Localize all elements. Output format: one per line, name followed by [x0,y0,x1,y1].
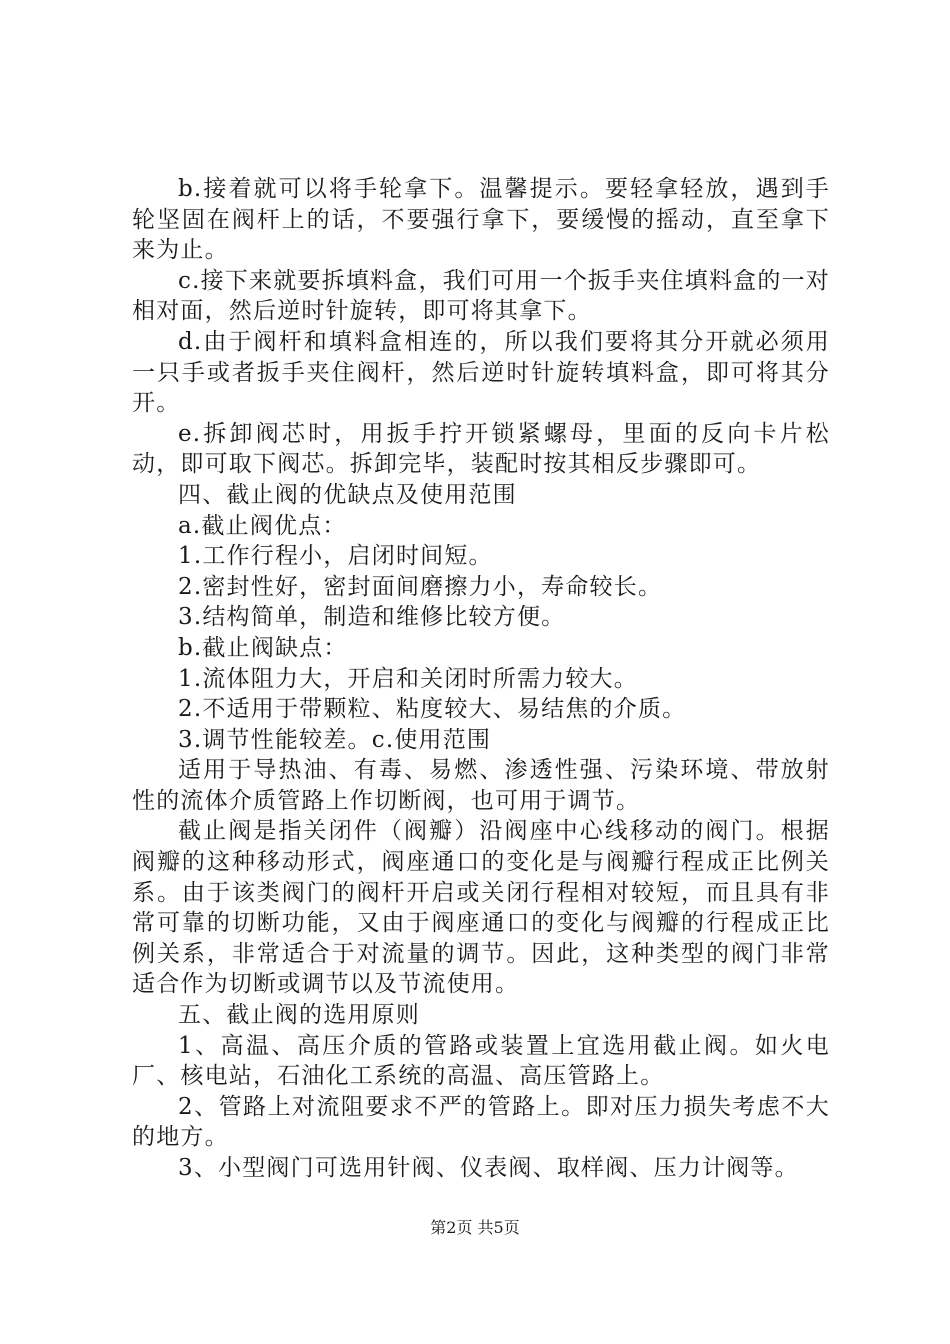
list-item: 1、高温、高压介质的管路或装置上宜选用截止阀。如火电厂、核电站，石油化工系统的高温、高压管路上。 [132,1032,830,1090]
body-text [132,174,830,1184]
list-item: 1.工作行程小，启闭时间短。 [178,543,493,570]
paragraph-step-b: b.接着就可以将手轮拿下。温馨提示。要轻拿轻放，遇到手轮坚固在阀杆上的话，不要强行拿下，要缓慢的摇动，直至拿下来为止。 [132,176,830,264]
list-item: 1.流体阻力大，开启和关闭时所需力较大。 [178,665,638,692]
subheading-advantages: a.截止阀优点： [178,512,347,539]
list-item: 2、管路上对流阻要求不严的管路上。即对压力损失考虑不大的地方。 [132,1093,830,1151]
paragraph-step-c: c.接下来就要拆填料盒，我们可用一个扳手夹住填料盒的一对相对面，然后逆时针旋转，即可将其拿下。 [132,267,830,325]
page-footer [0,1218,950,1238]
section-heading-5: 五、截止阀的选用原则 [178,1002,420,1029]
paragraph-globe-valve-definition: 截止阀是指关闭件（阀瓣）沿阀座中心线移动的阀门。根据阀瓣的这种移动形式，阀座通口的变化是与阀瓣行程成正比例关系。由于该类阀门的阀杆开启或关闭行程相对较短，而且具有非常可靠的切断功能，又由于阀座通口的变化与阀瓣的行程成正比例关系，非常适合于对流量的调节。因此，这种类型的阀门非常适合作为切断或调节以及节流使用。 [132,818,830,998]
paragraph-step-d: d.由于阀杆和填料盒相连的，所以我们要将其分开就必须用一只手或者扳手夹住阀杆，然后逆时针旋转填料盒，即可将其分开。 [132,328,830,417]
paragraph-usage-scope: 适用于导热油、有毒、易燃、渗透性强、污染环境、带放射性的流体介质管路上作切断阀，也可用于调节。 [132,757,830,814]
list-item: 2.不适用于带颗粒、粘度较大、易结焦的介质。 [178,696,687,723]
list-item: 3.调节性能较差。c.使用范围 [178,726,492,753]
subheading-disadvantages: b.截止阀缺点： [178,634,348,661]
list-item: 2.密封性好，密封面间磨擦力小，寿命较长。 [178,573,663,600]
list-item: 3、小型阀门可选用针阀、仪表阀、取样阀、压力计阀等。 [178,1155,799,1181]
list-item: 3.结构简单，制造和维修比较方便。 [178,604,566,631]
section-heading-4: 四、截止阀的优缺点及使用范围 [178,481,517,508]
page-number: 第2页 共5页 [430,1218,520,1237]
paragraph-step-e: e.拆卸阀芯时，用扳手拧开锁紧螺母，里面的反向卡片松动，即可取下阀芯。拆卸完毕，装配时按其相反步骤即可。 [132,420,830,478]
